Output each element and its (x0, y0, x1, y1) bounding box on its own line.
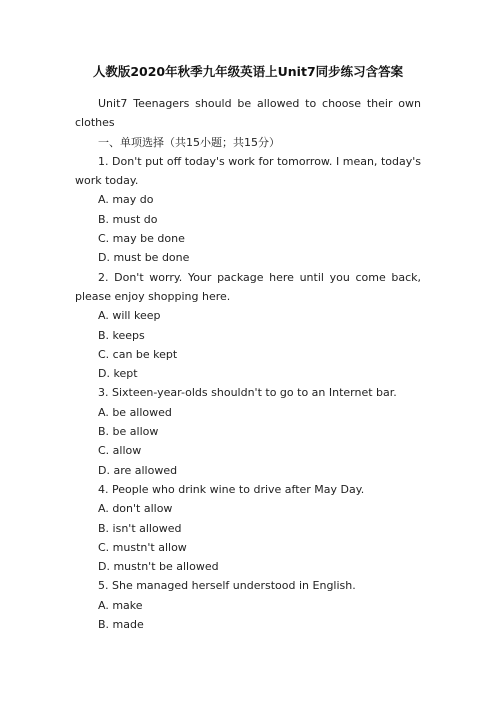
question-stem: 4. People who drink wine to drive after May Day. (98, 482, 365, 496)
option-a: A. don't allow (98, 502, 173, 516)
option-b: B. must do (98, 212, 158, 226)
option-b: B. isn't allowed (98, 521, 182, 535)
question-stem: 5. She managed herself understood in English. (98, 579, 356, 593)
question-2 (75, 268, 421, 384)
option-b: B. be allow (98, 425, 159, 439)
section-heading: 一、单项选择（共15小题；共15分） (98, 135, 280, 149)
option-c: C. can be kept (98, 347, 178, 361)
option-c: C. mustn't allow (98, 540, 187, 554)
option-a: A. make (98, 598, 143, 612)
option-a: A. be allowed (98, 405, 172, 419)
question-stem: 1. Don't put off today's work for tomorrow. I mean, today's work today. (75, 154, 421, 188)
option-d: D. kept (98, 367, 138, 381)
question-stem: 3. Sixteen-year-olds shouldn't to go to an Internet bar. (98, 386, 397, 400)
option-c: C. allow (98, 444, 142, 458)
option-d: D. mustn't be allowed (98, 560, 219, 574)
question-stem: 2. Don't worry. Your package here until you come back, please enjoy shopping here. (75, 270, 421, 303)
option-d: D. must be done (98, 251, 190, 265)
option-a: A. may do (98, 193, 154, 207)
question-5 (75, 576, 421, 634)
document-title: 人教版2020年秋季九年级英语上Unit7同步练习含答案 (92, 64, 404, 79)
question-1 (75, 152, 421, 268)
option-b: B. made (98, 618, 144, 632)
unit-intro: Unit7 Teenagers should be allowed to choose their own clothes (75, 97, 421, 130)
question-4 (75, 480, 421, 576)
option-d: D. are allowed (98, 463, 178, 477)
option-c: C. may be done (98, 232, 185, 246)
option-b: B. keeps (98, 328, 145, 342)
document-body (75, 94, 421, 634)
question-3 (75, 383, 421, 479)
option-a: A. will keep (98, 309, 161, 323)
